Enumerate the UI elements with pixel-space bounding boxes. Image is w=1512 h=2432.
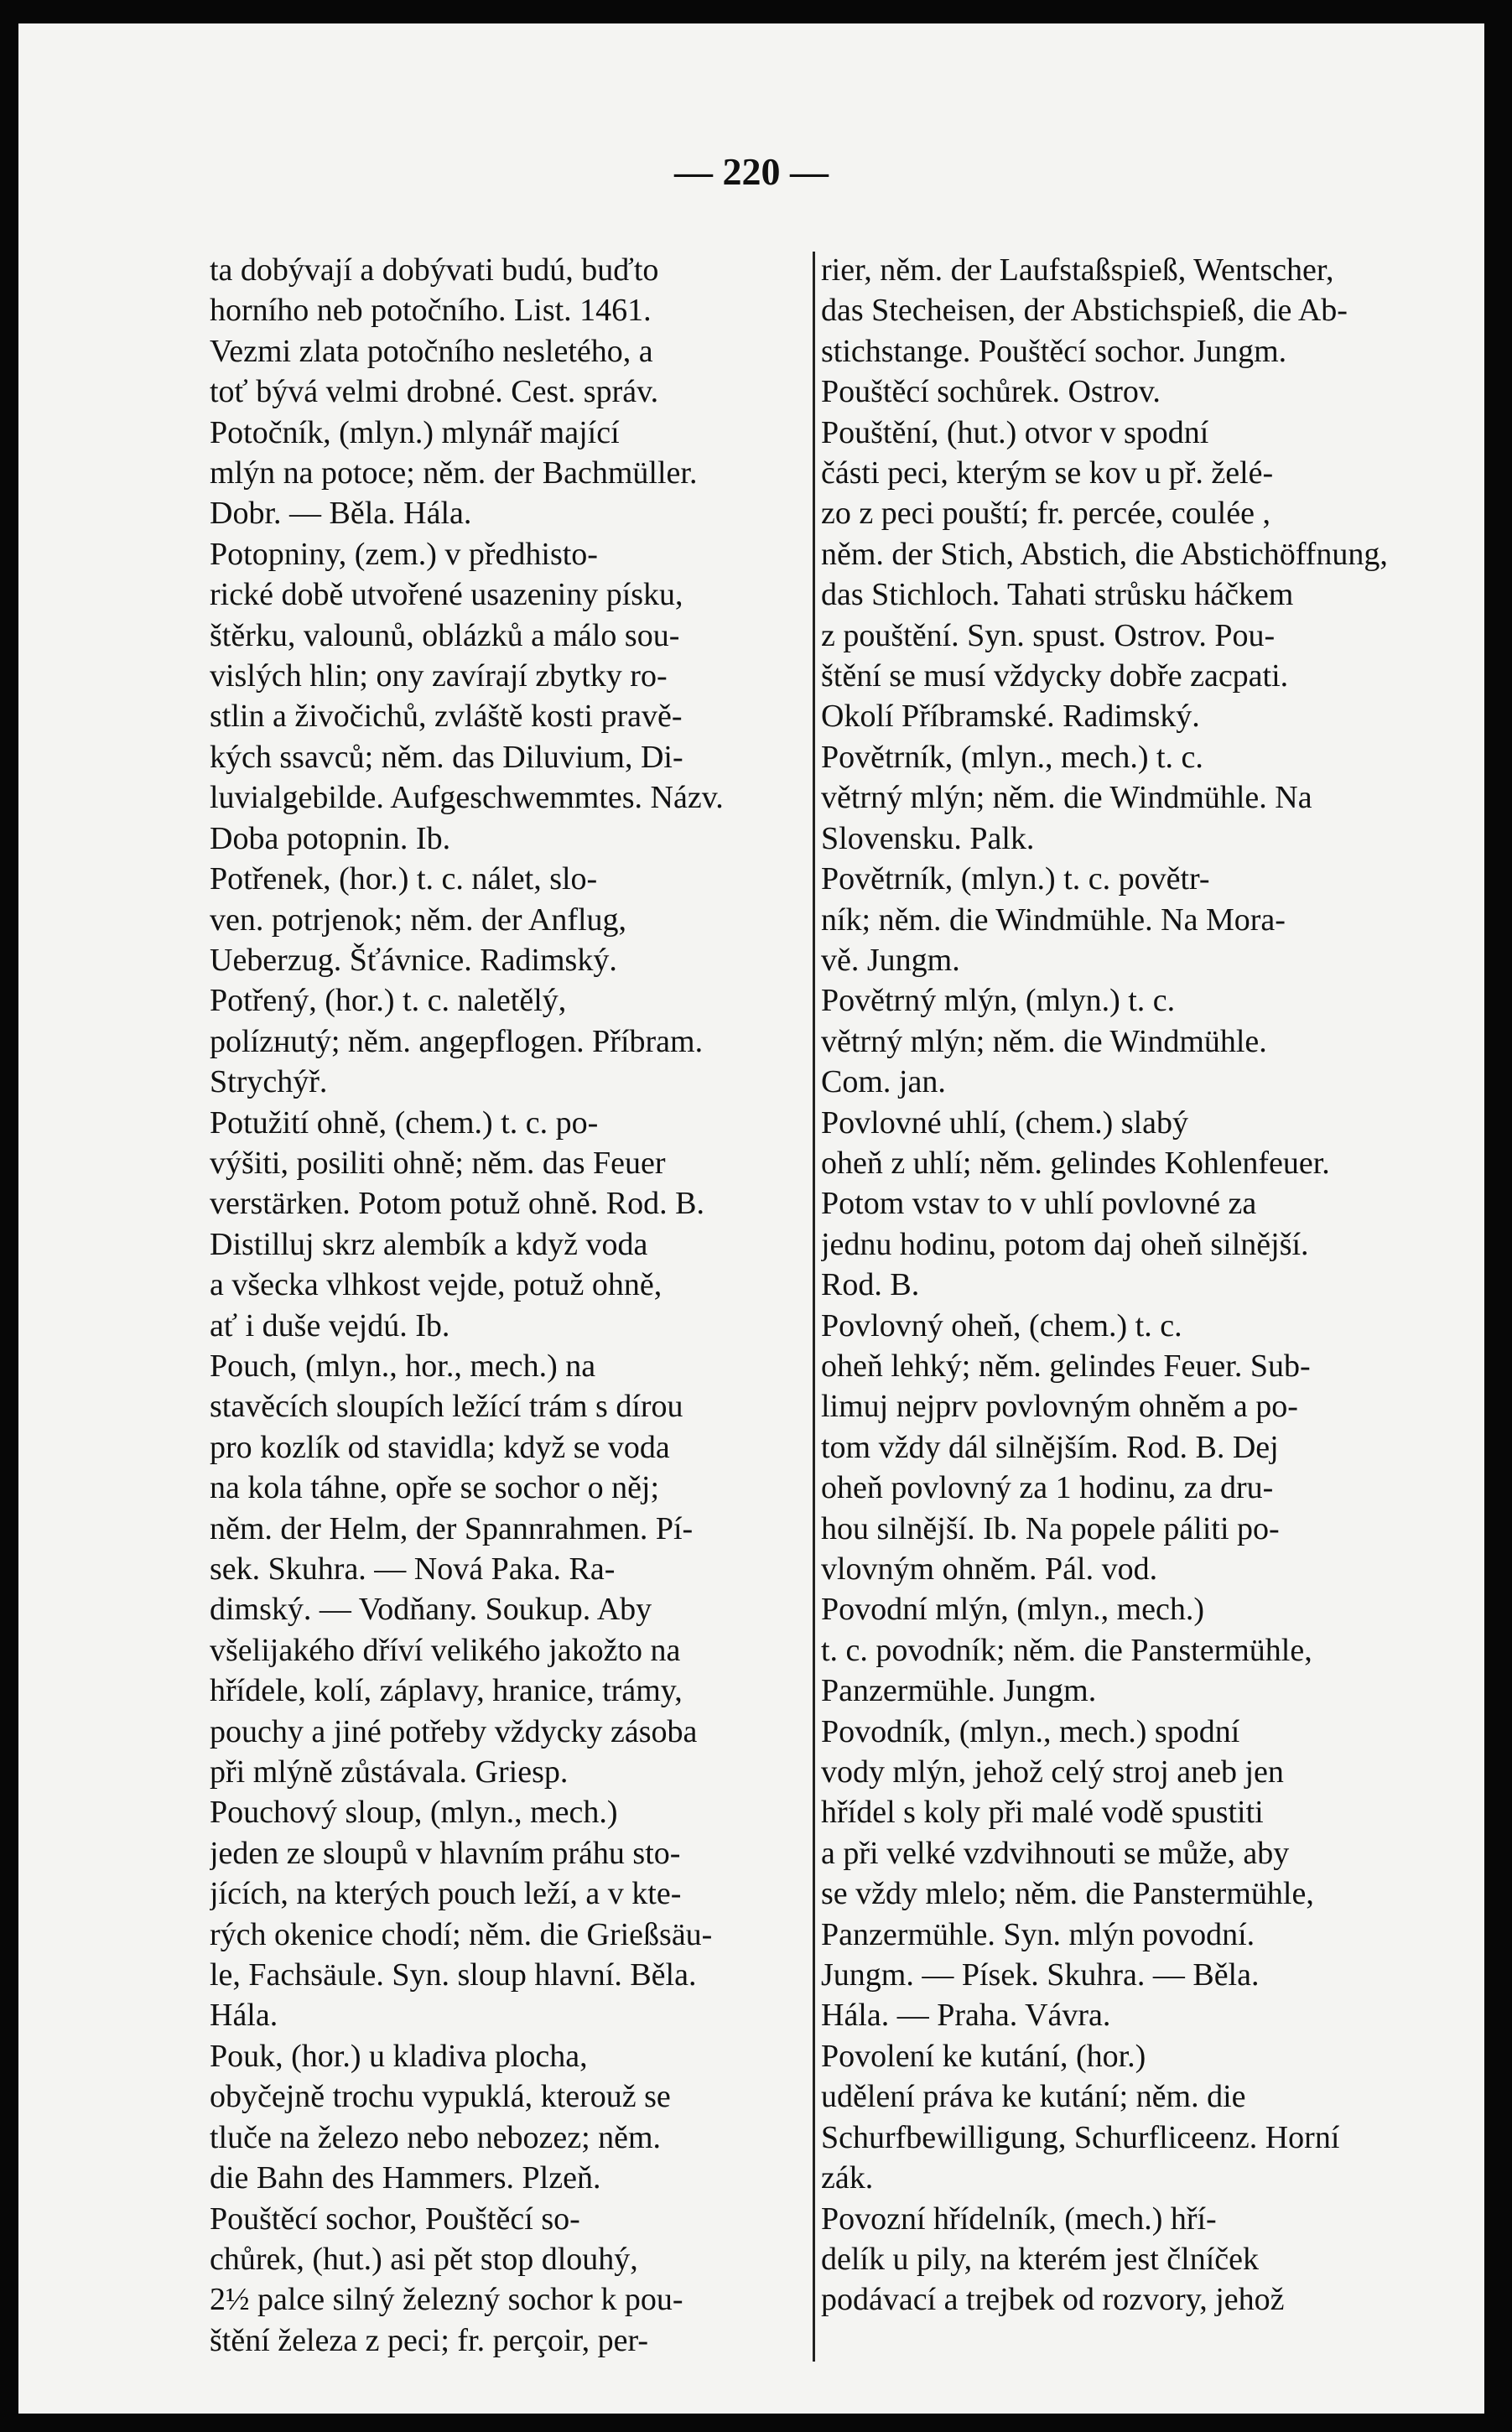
text-line: oheň lehký; něm. gelindes Feuer. Sub- — [821, 1348, 1311, 1384]
text-line: štění se musí vždycky dobře zacpati. — [821, 658, 1289, 694]
left-column — [210, 250, 807, 2363]
text-line: Povlovné uhlí, (chem.) slabý — [821, 1104, 1188, 1141]
text-line: polízнutý; něm. angepflogen. Příbram. — [210, 1023, 704, 1059]
book-page — [18, 23, 1484, 2414]
text-line: stichstange. Pouštěcí sochor. Jungm. — [821, 333, 1287, 369]
text-line: ta dobývají a dobývati budú, buďto — [210, 252, 659, 288]
text-line: zo z peci pouští; fr. percée, coulée , — [821, 496, 1270, 532]
text-line: das Stichloch. Tahati strůsku háčkem — [821, 577, 1294, 613]
text-line: vě. Jungm. — [821, 942, 960, 978]
text-line: hřídel s koly při malé vodě spustiti — [821, 1795, 1264, 1831]
text-line: dimský. — Vodňany. Soukup. Aby — [210, 1592, 652, 1628]
text-line: Potřenek, (hor.) t. c. nálet, slo- — [210, 861, 598, 897]
text-line: ník; něm. die Windmühle. Na Mora- — [821, 902, 1286, 938]
text-line: a všecka vlhkost vejde, potuž ohně, — [210, 1267, 662, 1303]
text-line: při mlýně zůstávala. Griesp. — [210, 1754, 569, 1790]
page-number: — 220 — — [674, 150, 829, 193]
text-line: stavěcích sloupích ležící trám s dírou — [210, 1389, 683, 1425]
text-line: Pouštěcí sochor, Pouštěcí so- — [210, 2201, 580, 2237]
text-line: das Stecheisen, der Abstichspieß, die Ab- — [821, 293, 1348, 329]
text-line: všelijakého dříví velikého jakožto na — [210, 1632, 681, 1668]
text-line: Potopniny, (zem.) v předhisto- — [210, 536, 598, 572]
text-line: výšiti, posiliti ohně; něm. das Feuer — [210, 1145, 666, 1181]
text-line: t. c. povodník; něm. die Panstermühle, — [821, 1632, 1312, 1668]
text-line: chůrek, (hut.) asi pět stop dlouhý, — [210, 2241, 638, 2277]
text-line: jednu hodinu, potom daj oheň silnější. — [821, 1226, 1309, 1262]
text-line: Povětrník, (mlyn.) t. c. povětr- — [821, 861, 1210, 897]
text-line: hřídele, kolí, záplavy, hranice, trámy, — [210, 1673, 683, 1709]
text-line: Slovensku. Palk. — [821, 820, 1035, 856]
text-line: mlýn na potoce; něm. der Bachmüller. — [210, 455, 698, 491]
text-line: stlin a živočichů, zvláště kosti pravě- — [210, 699, 683, 735]
text-line: něm. der Stich, Abstich, die Abstichöffnung, — [821, 536, 1388, 572]
text-line: horního neb potočního. List. 1461. — [210, 293, 652, 329]
text-line: Com. jan. — [821, 1064, 946, 1100]
text-line: Povlovný oheň, (chem.) t. c. — [821, 1307, 1182, 1343]
text-line: zák. — [821, 2160, 874, 2196]
text-line: Panzermühle. Syn. mlýn povodní. — [821, 1916, 1255, 1952]
text-line: Povětrný mlýn, (mlyn.) t. c. — [821, 983, 1176, 1019]
text-line: Okolí Příbramské. Radimský. — [821, 699, 1200, 735]
text-line: ať i duše vejdú. Ib. — [210, 1307, 450, 1343]
text-line: Rod. B. — [821, 1267, 920, 1303]
text-line: Potom vstav to v uhlí povlovné za — [821, 1186, 1257, 1222]
text-line: pouchy a jiné potřeby vždycky zásoba — [210, 1713, 698, 1749]
text-line: se vždy mlelo; něm. die Panstermühle, — [821, 1876, 1314, 1912]
text-line: Potužití ohně, (chem.) t. c. po- — [210, 1104, 599, 1141]
text-line: oheň povlovný za 1 hodinu, za dru- — [821, 1470, 1274, 1506]
text-line: rých okenice chodí; něm. die Grießsäu- — [210, 1916, 713, 1952]
text-line: pro kozlík od stavidla; když se voda — [210, 1429, 670, 1465]
text-line: 2½ palce silný železný sochor k pou- — [210, 2282, 683, 2318]
column-divider — [813, 252, 815, 2362]
text-line: delík u pily, na kterém jest člníček — [821, 2241, 1259, 2277]
text-line: le, Fachsäule. Syn. sloup hlavní. Běla. — [210, 1957, 697, 1993]
text-line: tom vždy dál silnějším. Rod. B. Dej — [821, 1429, 1279, 1465]
text-line: Jungm. — Písek. Skuhra. — Běla. — [821, 1957, 1260, 1993]
text-line: něm. der Helm, der Spannrahmen. Pí- — [210, 1510, 694, 1546]
text-line: Pouštění, (hut.) otvor v spodní — [821, 414, 1209, 450]
text-line: obyčejně trochu vypuklá, kterouž se — [210, 2079, 671, 2115]
text-line: oheň z uhlí; něm. gelindes Kohlenfeuer. — [821, 1145, 1330, 1181]
text-line: Povozní hřídelník, (mech.) hří- — [821, 2201, 1217, 2237]
text-line: podávací a trejbek od rozvory, jehož — [821, 2282, 1285, 2318]
text-line: sek. Skuhra. — Nová Paka. Ra- — [210, 1551, 616, 1587]
text-line: Povětrník, (mlyn., mech.) t. c. — [821, 739, 1203, 775]
text-line: rier, něm. der Laufstaßspieß, Wentscher, — [821, 252, 1334, 288]
text-line: vlovným ohněm. Pál. vod. — [821, 1551, 1158, 1587]
text-line: tluče na železo nebo nebozez; něm. — [210, 2119, 662, 2155]
text-line: štěrku, valounů, oblázků a málo sou- — [210, 617, 680, 653]
text-line: vody mlýn, jehož celý stroj aneb jen — [821, 1754, 1284, 1790]
text-line: Panzermühle. Jungm. — [821, 1673, 1097, 1709]
text-line: ven. potrjenok; něm. der Anflug, — [210, 902, 627, 938]
text-line: jeden ze sloupů v hlavním práhu sto- — [210, 1835, 681, 1871]
text-line: hou silnější. Ib. Na popele páliti po- — [821, 1510, 1280, 1546]
text-line: štění železa z peci; fr. perçoir, per- — [210, 2322, 649, 2358]
text-line: jících, na kterých pouch leží, a v kte- — [210, 1876, 682, 1912]
text-line: větrný mlýn; něm. die Windmühle. — [821, 1023, 1267, 1059]
text-line: na kola táhne, opře se sochor o něj; — [210, 1470, 660, 1506]
text-line: části peci, kterým se kov u př. želé- — [821, 455, 1274, 491]
text-line: Pouk, (hor.) u kladiva plocha, — [210, 2038, 588, 2074]
text-line: Schurfbewilligung, Schurfliceenz. Horní — [821, 2119, 1340, 2155]
text-line: a při velké vzdvihnouti se může, aby — [821, 1835, 1290, 1871]
text-line: die Bahn des Hammers. Plzeň. — [210, 2160, 601, 2196]
text-line: z pouštění. Syn. spust. Ostrov. Pou- — [821, 617, 1276, 653]
text-line: verstärken. Potom potuž ohně. Rod. B. — [210, 1186, 704, 1222]
text-line: Povolení ke kutání, (hor.) — [821, 2038, 1146, 2074]
text-line: Hála. — [210, 1998, 278, 2034]
text-line: kých ssavců; něm. das Diluvium, Di- — [210, 739, 683, 775]
text-line: větrný mlýn; něm. die Windmühle. Na — [821, 780, 1312, 816]
text-line: limuj nejprv povlovným ohněm a po- — [821, 1389, 1298, 1425]
text-line: Pouchový sloup, (mlyn., mech.) — [210, 1795, 618, 1831]
text-line: Vezmi zlata potočního nesletého, a — [210, 333, 653, 369]
text-line: Distilluj skrz alembík a když voda — [210, 1226, 648, 1262]
right-column — [821, 250, 1412, 2363]
text-line: toť bývá velmi drobné. Cest. správ. — [210, 374, 659, 410]
text-line: Pouch, (mlyn., hor., mech.) na — [210, 1348, 596, 1384]
text-line: vislých hlin; ony zavírají zbytky ro- — [210, 658, 668, 694]
text-line: rické době utvořené usazeniny písku, — [210, 577, 683, 613]
text-line: Dobr. — Běla. Hála. — [210, 496, 472, 532]
text-line: Potočník, (mlyn.) mlynář mající — [210, 414, 620, 450]
text-line: Ueberzug. Šťávnice. Radimský. — [210, 942, 617, 978]
text-line: Hála. — Praha. Vávra. — [821, 1998, 1111, 2034]
text-line: Potřený, (hor.) t. c. naletělý, — [210, 983, 567, 1019]
text-line: luvialgebilde. Aufgeschwemmtes. Názv. — [210, 780, 724, 816]
text-line: Povodní mlýn, (mlyn., mech.) — [821, 1592, 1205, 1628]
text-line: Strychýř. — [210, 1064, 328, 1100]
text-line: Povodník, (mlyn., mech.) spodní — [821, 1713, 1240, 1749]
text-line: Doba potopnin. Ib. — [210, 820, 451, 856]
text-line: udělení práva ke kutání; něm. die — [821, 2079, 1246, 2115]
text-line: Pouštěcí sochůrek. Ostrov. — [821, 374, 1161, 410]
